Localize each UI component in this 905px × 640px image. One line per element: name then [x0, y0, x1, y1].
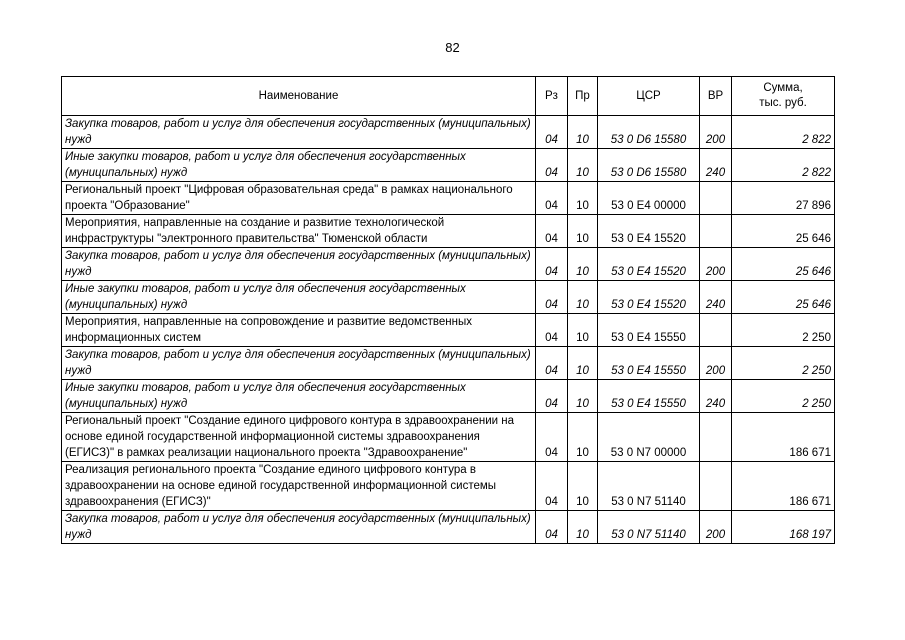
row-pr: 10 [568, 314, 598, 347]
row-vr: 240 [700, 380, 732, 413]
row-name: Иные закупки товаров, работ и услуг для обеспечения государственных (муниципальных) нужд [62, 380, 536, 413]
row-rz: 04 [536, 281, 568, 314]
row-sum: 186 671 [732, 413, 835, 462]
table-row [62, 413, 835, 462]
row-rz: 04 [536, 314, 568, 347]
row-rz: 04 [536, 215, 568, 248]
row-sum: 27 896 [732, 182, 835, 215]
row-csr: 53 0 N7 51140 [598, 511, 700, 544]
row-name: Закупка товаров, работ и услуг для обеспечения государственных (муниципальных) нужд [62, 347, 536, 380]
row-rz: 04 [536, 248, 568, 281]
table-row [62, 281, 835, 314]
page-number: 82 [445, 40, 460, 55]
row-name: Реализация регионального проекта "Создание единого цифрового контура в здравоохранении на основе единой государственной информационной системы здравоохранения (ЕГИСЗ)" [62, 462, 536, 511]
header-csr: ЦСР [598, 77, 700, 116]
row-name: Региональный проект "Создание единого цифрового контура в здравоохранении на основе единой государственной информационной системы здравоохранения (ЕГИСЗ)" в рамках реализации национального проекта "Здравоохранение" [62, 413, 536, 462]
header-name: Наименование [62, 77, 536, 116]
row-sum: 25 646 [732, 281, 835, 314]
row-pr: 10 [568, 511, 598, 544]
row-pr: 10 [568, 380, 598, 413]
row-name: Закупка товаров, работ и услуг для обеспечения государственных (муниципальных) нужд [62, 116, 536, 149]
budget-table [61, 76, 835, 544]
table-row [62, 215, 835, 248]
row-csr: 53 0 E4 15550 [598, 347, 700, 380]
row-sum: 25 646 [732, 248, 835, 281]
row-vr [700, 314, 732, 347]
row-name: Закупка товаров, работ и услуг для обеспечения государственных (муниципальных) нужд [62, 248, 536, 281]
row-sum: 2 822 [732, 149, 835, 182]
header-sum [732, 77, 835, 116]
row-csr: 53 0 E4 15550 [598, 380, 700, 413]
table-row [62, 314, 835, 347]
table-row [62, 511, 835, 544]
row-pr: 10 [568, 462, 598, 511]
row-pr: 10 [568, 215, 598, 248]
row-pr: 10 [568, 281, 598, 314]
row-rz: 04 [536, 149, 568, 182]
table-row [62, 248, 835, 281]
row-vr: 200 [700, 248, 732, 281]
row-sum: 2 250 [732, 314, 835, 347]
row-name: Иные закупки товаров, работ и услуг для обеспечения государственных (муниципальных) нужд [62, 149, 536, 182]
row-csr: 53 0 D6 15580 [598, 116, 700, 149]
row-sum: 2 822 [732, 116, 835, 149]
row-pr: 10 [568, 413, 598, 462]
row-csr: 53 0 E4 15520 [598, 215, 700, 248]
table-row [62, 116, 835, 149]
row-pr: 10 [568, 248, 598, 281]
row-csr: 53 0 D6 15580 [598, 149, 700, 182]
row-rz: 04 [536, 462, 568, 511]
row-vr [700, 215, 732, 248]
row-vr: 200 [700, 347, 732, 380]
row-rz: 04 [536, 347, 568, 380]
row-csr: 53 0 N7 51140 [598, 462, 700, 511]
row-pr: 10 [568, 182, 598, 215]
row-rz: 04 [536, 511, 568, 544]
row-name: Региональный проект "Цифровая образовательная среда" в рамках национального проекта "Образование" [62, 182, 536, 215]
row-vr [700, 182, 732, 215]
table-row [62, 380, 835, 413]
row-vr: 240 [700, 149, 732, 182]
row-name: Мероприятия, направленные на создание и развитие технологической инфраструктуры "электронного правительства" Тюменской области [62, 215, 536, 248]
table-row [62, 182, 835, 215]
row-rz: 04 [536, 116, 568, 149]
row-csr: 53 0 N7 00000 [598, 413, 700, 462]
table-header-row [62, 77, 835, 116]
row-name: Мероприятия, направленные на сопровождение и развитие ведомственных информационных систем [62, 314, 536, 347]
row-name: Закупка товаров, работ и услуг для обеспечения государственных (муниципальных) нужд [62, 511, 536, 544]
header-pr: Пр [568, 77, 598, 116]
row-csr: 53 0 E4 15550 [598, 314, 700, 347]
row-rz: 04 [536, 413, 568, 462]
table-row [62, 462, 835, 511]
row-pr: 10 [568, 347, 598, 380]
row-pr: 10 [568, 149, 598, 182]
header-sum-label: Сумма, тыс. руб. [759, 82, 807, 109]
row-vr [700, 413, 732, 462]
row-sum: 186 671 [732, 462, 835, 511]
row-sum: 168 197 [732, 511, 835, 544]
row-rz: 04 [536, 380, 568, 413]
row-rz: 04 [536, 182, 568, 215]
row-vr [700, 462, 732, 511]
row-csr: 53 0 E4 00000 [598, 182, 700, 215]
row-sum: 25 646 [732, 215, 835, 248]
row-sum: 2 250 [732, 347, 835, 380]
row-name: Иные закупки товаров, работ и услуг для обеспечения государственных (муниципальных) нужд [62, 281, 536, 314]
row-vr: 240 [700, 281, 732, 314]
row-vr: 200 [700, 116, 732, 149]
row-vr: 200 [700, 511, 732, 544]
row-sum: 2 250 [732, 380, 835, 413]
table-row [62, 149, 835, 182]
row-csr: 53 0 E4 15520 [598, 248, 700, 281]
row-csr: 53 0 E4 15520 [598, 281, 700, 314]
table-row [62, 347, 835, 380]
row-pr: 10 [568, 116, 598, 149]
header-rz: Рз [536, 77, 568, 116]
header-vr: ВР [700, 77, 732, 116]
